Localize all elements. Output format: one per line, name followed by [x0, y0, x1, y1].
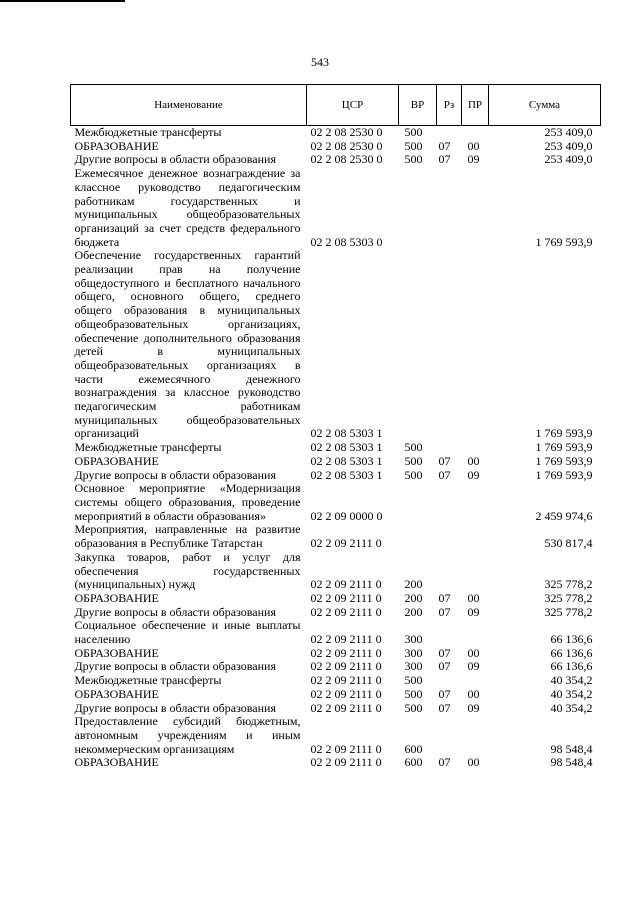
row-vr: 500 [404, 440, 423, 455]
table-row [71, 702, 601, 716]
row-pr [462, 441, 489, 455]
row-csr: 02 2 09 2111 0 [310, 686, 382, 701]
row-sum: 530 817,4 [544, 536, 593, 551]
row-csr: 02 2 09 2111 0 [310, 590, 382, 605]
row-sum: 66 136,6 [550, 632, 593, 647]
row-vr: 500 [404, 138, 423, 153]
header-rz: Рз [437, 85, 462, 126]
row-name: Закупка товаров, работ и услуг для обеспечения государственных (муниципальных) нужд [74, 549, 301, 592]
page-number: 543 [311, 55, 329, 69]
row-pr [462, 619, 489, 646]
row-rz [437, 482, 462, 523]
row-csr: 02 2 08 2530 0 [310, 125, 383, 139]
row-sum: 40 354,2 [550, 673, 593, 688]
row-vr: 500 [404, 453, 423, 468]
row-vr: 500 [404, 467, 423, 482]
row-vr: 300 [404, 645, 423, 660]
table-row [71, 715, 601, 756]
row-rz: 07 [438, 590, 451, 605]
row-pr: 00 [467, 138, 480, 153]
row-vr: 600 [404, 741, 423, 756]
row-name: Ежемесячное денежное вознаграждение за классное руководство педагогическим работникам государственных и муниципальных общеобразовательных организаций за счет средств федерального бюджета [74, 166, 301, 249]
row-pr: 09 [467, 659, 480, 674]
row-pr [462, 126, 489, 140]
row-sum: 325 778,2 [544, 590, 593, 605]
table-header [71, 85, 601, 126]
row-name: Другие вопросы в области образования [74, 604, 276, 619]
row-csr: 02 2 09 2111 0 [310, 700, 382, 715]
row-pr: 00 [467, 590, 480, 605]
row-rz [437, 441, 462, 455]
row-sum: 253 409,0 [544, 152, 593, 167]
row-sum: 40 354,2 [550, 686, 593, 701]
row-sum: 253 409,0 [544, 138, 593, 153]
row-sum: 1 769 593,9 [535, 440, 593, 455]
row-rz [437, 674, 462, 688]
row-name: Мероприятия, направленные на развитие образования в Республике Татарстан [74, 522, 301, 551]
table-row [71, 167, 601, 249]
row-pr: 00 [467, 686, 480, 701]
header-vr: ВР [399, 85, 437, 126]
row-rz: 07 [438, 467, 451, 482]
table-row [71, 153, 601, 167]
row-csr: 02 2 08 5303 1 [310, 467, 383, 482]
row-rz: 07 [438, 152, 451, 167]
row-name: Другие вопросы в области образования [74, 700, 276, 715]
row-sum: 98 548,4 [550, 755, 593, 770]
row-name: Основное мероприятие «Модернизация системы общего образования, проведение мероприятий в области образования» [74, 481, 301, 523]
row-name: Другие вопросы в области образования [74, 467, 276, 482]
row-name: Другие вопросы в области образования [74, 152, 276, 167]
table-row [71, 660, 601, 674]
table-row [71, 441, 601, 455]
table-row [71, 674, 601, 688]
row-csr: 02 2 09 2111 0 [310, 659, 382, 674]
row-pr: 09 [467, 700, 480, 715]
header-csr: ЦСР [307, 85, 399, 126]
row-csr: 02 2 08 5303 1 [310, 453, 383, 468]
table-row [71, 482, 601, 523]
row-csr: 02 2 08 5303 0 [310, 234, 383, 249]
row-name: ОБРАЗОВАНИЕ [74, 686, 159, 701]
row-sum: 40 354,2 [550, 700, 593, 715]
row-name: Межбюджетные трансферты [74, 673, 222, 688]
row-name: ОБРАЗОВАНИЕ [74, 453, 159, 468]
table-row [71, 249, 601, 441]
row-vr [399, 482, 437, 523]
row-csr: 02 2 09 2111 0 [310, 632, 382, 647]
row-vr: 200 [404, 604, 423, 619]
row-rz [437, 126, 462, 140]
row-csr: 02 2 09 2111 0 [310, 536, 382, 551]
table-body [71, 126, 601, 771]
row-rz: 07 [438, 659, 451, 674]
row-rz [437, 715, 462, 756]
row-pr [462, 249, 489, 441]
row-csr: 02 2 09 2111 0 [310, 645, 382, 660]
row-rz: 07 [438, 645, 451, 660]
table-row [71, 140, 601, 154]
row-pr [462, 674, 489, 688]
table-row [71, 469, 601, 483]
row-sum: 2 459 974,6 [535, 508, 593, 523]
row-name: Предоставление субсидий бюджетным, автономным учреждениям и иным некоммерческим организациям [74, 714, 301, 756]
row-csr: 02 2 09 2111 0 [310, 755, 382, 770]
header-name: Наименование [71, 85, 307, 126]
row-vr [399, 249, 437, 441]
row-rz [437, 167, 462, 249]
row-rz [437, 619, 462, 646]
table-row [71, 688, 601, 702]
budget-table [70, 84, 601, 770]
row-vr [399, 523, 437, 550]
row-name: Межбюджетные трансферты [74, 125, 222, 139]
row-csr: 02 2 09 2111 0 [310, 577, 382, 592]
row-sum: 1 769 593,9 [535, 467, 593, 482]
row-name: Межбюджетные трансферты [74, 440, 222, 455]
row-name: ОБРАЗОВАНИЕ [74, 645, 159, 660]
row-pr: 09 [467, 152, 480, 167]
row-vr [399, 167, 437, 249]
table-row [71, 606, 601, 620]
table-row [71, 592, 601, 606]
row-rz [437, 249, 462, 441]
row-rz: 07 [438, 700, 451, 715]
row-vr: 500 [404, 125, 423, 139]
row-csr: 02 2 08 2530 0 [310, 138, 383, 153]
row-name: ОБРАЗОВАНИЕ [74, 590, 159, 605]
row-csr: 02 2 09 2111 0 [310, 673, 382, 688]
row-vr: 600 [404, 755, 423, 770]
row-csr: 02 2 09 0000 0 [310, 508, 383, 523]
table-row [71, 756, 601, 770]
table-row [71, 126, 601, 140]
table-row [71, 455, 601, 469]
row-pr [462, 482, 489, 523]
row-name: ОБРАЗОВАНИЕ [74, 138, 159, 153]
row-rz [437, 551, 462, 592]
row-name: Другие вопросы в области образования [74, 659, 276, 674]
row-pr: 00 [467, 755, 480, 770]
row-pr [462, 167, 489, 249]
row-pr: 00 [467, 645, 480, 660]
row-vr: 200 [404, 590, 423, 605]
row-vr: 500 [404, 673, 423, 688]
header-pr: ПР [462, 85, 489, 126]
row-sum: 98 548,4 [550, 741, 593, 756]
row-vr: 500 [404, 700, 423, 715]
row-vr: 200 [404, 577, 423, 592]
row-rz: 07 [438, 138, 451, 153]
row-name: ОБРАЗОВАНИЕ [74, 755, 159, 770]
row-vr: 500 [404, 686, 423, 701]
row-csr: 02 2 08 5303 1 [310, 426, 383, 441]
row-rz: 07 [438, 453, 451, 468]
table-row [71, 551, 601, 592]
header-sum: Сумма [489, 85, 601, 126]
row-rz [437, 523, 462, 550]
row-rz: 07 [438, 686, 451, 701]
top-rule [0, 0, 125, 2]
table-row [71, 619, 601, 646]
row-sum: 325 778,2 [544, 604, 593, 619]
row-rz: 07 [438, 755, 451, 770]
row-name: Социальное обеспечение и иные выплаты населению [74, 618, 301, 647]
row-pr: 00 [467, 453, 480, 468]
row-sum: 66 136,6 [550, 645, 593, 660]
row-rz: 07 [438, 604, 451, 619]
row-pr: 09 [467, 604, 480, 619]
row-sum: 253 409,0 [544, 125, 593, 139]
row-csr: 02 2 08 5303 1 [310, 440, 383, 455]
row-pr [462, 715, 489, 756]
row-pr: 09 [467, 467, 480, 482]
row-sum: 1 769 593,9 [535, 453, 593, 468]
row-sum: 1 769 593,9 [535, 234, 593, 249]
row-vr: 500 [404, 152, 423, 167]
row-pr [462, 523, 489, 550]
row-csr: 02 2 08 2530 0 [310, 152, 383, 167]
row-name: Обеспечение государственных гарантий реализации прав на получение общедоступного и бесплатного начального общего, основного общего, среднего общего образования в муниципальных общеобразовательных организациях, обеспечение дополнительного образования детей в муниципальных общеобразовательных организациях в части ежемесячного денежного вознаграждения за классное руководство педагогическим работникам муниципальных общеобразовательных организаций [74, 248, 301, 441]
row-pr [462, 551, 489, 592]
row-sum: 325 778,2 [544, 577, 593, 592]
row-vr: 300 [404, 659, 423, 674]
row-vr: 300 [404, 632, 423, 647]
row-csr: 02 2 09 2111 0 [310, 741, 382, 756]
table-row [71, 523, 601, 550]
row-sum: 66 136,6 [550, 659, 593, 674]
row-csr: 02 2 09 2111 0 [310, 604, 382, 619]
table-row [71, 647, 601, 661]
row-sum: 1 769 593,9 [535, 426, 593, 441]
